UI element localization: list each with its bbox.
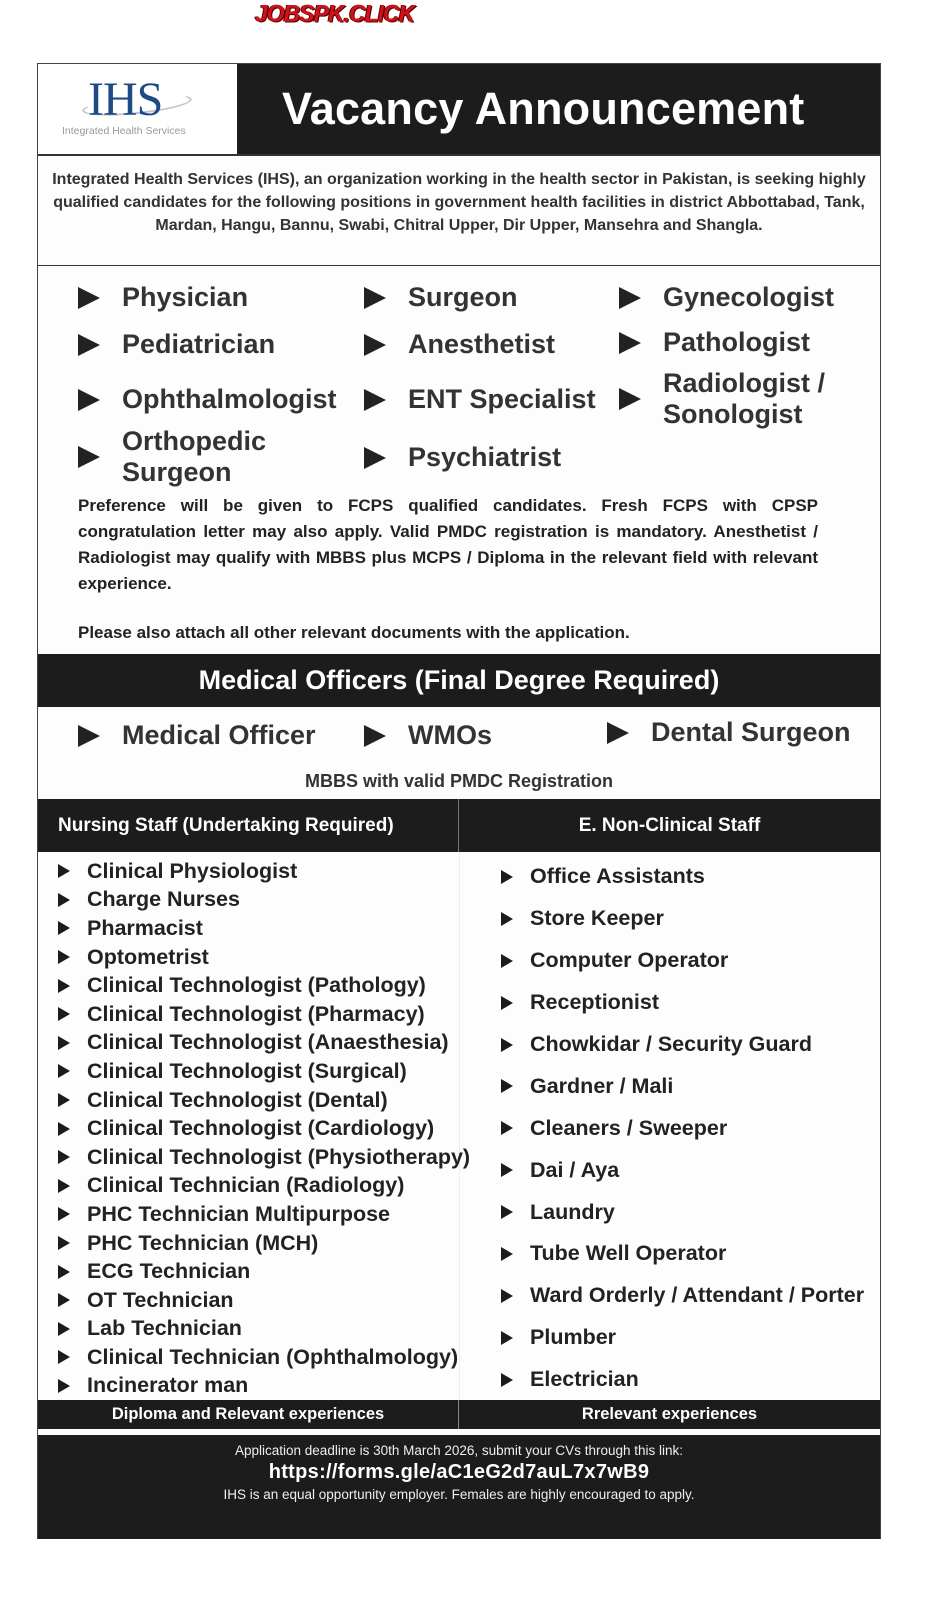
medical-officers-heading: Medical Officers (Final Degree Required) [38, 654, 880, 707]
list-item: Lab Technician [58, 1315, 470, 1344]
arrow-right-icon [364, 725, 386, 747]
triangle-bullet-icon [58, 950, 70, 964]
specialist-item: Orthopedic Surgeon [78, 426, 292, 488]
list-item: Clinical Technologist (Anaesthesia) [58, 1029, 470, 1058]
specialist-item: Pathologist [619, 327, 810, 358]
triangle-bullet-icon [58, 1293, 70, 1307]
list-item: Tube Well Operator [501, 1233, 864, 1275]
list-item: Office Assistants [501, 856, 864, 898]
triangle-bullet-icon [58, 921, 70, 935]
triangle-bullet-icon [501, 954, 513, 968]
staff-columns-footer [38, 1400, 880, 1429]
header [38, 64, 880, 156]
list-item: Dai / Aya [501, 1149, 864, 1191]
arrow-right-icon [364, 287, 386, 309]
nursing-staff-list [58, 857, 470, 1400]
list-item: Clinical Technician (Ophthalmology) [58, 1343, 470, 1372]
logo-letters: IHS [88, 73, 163, 126]
list-item: Gardner / Mali [501, 1065, 864, 1107]
specialist-item: Ophthalmologist [78, 384, 336, 415]
non-clinical-staff-requirement: Rrelevant experiences [459, 1400, 880, 1429]
medical-officers-section [38, 707, 880, 799]
list-item: Computer Operator [501, 940, 864, 982]
list-item: OT Technician [58, 1286, 470, 1315]
arrow-right-icon [78, 389, 100, 411]
arrow-right-icon [619, 287, 641, 309]
arrow-right-icon [364, 334, 386, 356]
triangle-bullet-icon [58, 1179, 70, 1193]
arrow-right-icon [607, 722, 629, 744]
medical-officer-item: WMOs [364, 720, 492, 751]
list-item: Clinical Technologist (Cardiology) [58, 1114, 470, 1143]
triangle-bullet-icon [501, 1079, 513, 1093]
specialist-item: Physician [78, 282, 248, 313]
list-item: Cleaners / Sweeper [501, 1107, 864, 1149]
triangle-bullet-icon [58, 1007, 70, 1021]
list-item: Clinical Technician (Radiology) [58, 1172, 470, 1201]
triangle-bullet-icon [501, 996, 513, 1010]
triangle-bullet-icon [58, 1064, 70, 1078]
triangle-bullet-icon [501, 912, 513, 926]
non-clinical-staff-list [501, 856, 864, 1401]
list-item: Store Keeper [501, 898, 864, 940]
triangle-bullet-icon [58, 979, 70, 993]
medical-officer-item: Dental Surgeon [607, 717, 851, 748]
equal-opportunity-text: IHS is an equal opportunity employer. Females are highly encouraged to apply. [223, 1487, 695, 1502]
list-item: Incinerator man [58, 1372, 470, 1401]
triangle-bullet-icon [501, 1121, 513, 1135]
application-footer [38, 1435, 880, 1539]
list-item: PHC Technician (MCH) [58, 1229, 470, 1258]
title-banner [238, 64, 880, 154]
attach-note: Please also attach all other relevant documents with the application. [78, 623, 630, 642]
preference-note: Preference will be given to FCPS qualified candidates. Fresh FCPS with CPSP congratulation letter may also apply. Valid PMDC registration is mandatory. Anesthetist / Radiologist may qualify with MBBS plus MCPS / Diploma in the relevant field with relevant experience. [78, 496, 818, 593]
medical-officers-requirement: MBBS with valid PMDC Registration [304, 771, 614, 791]
list-item: Receptionist [501, 982, 864, 1024]
list-item: Pharmacist [58, 914, 470, 943]
triangle-bullet-icon [501, 1038, 513, 1052]
list-item: Clinical Technologist (Pathology) [58, 971, 470, 1000]
triangle-bullet-icon [58, 1150, 70, 1164]
list-item: Plumber [501, 1317, 864, 1359]
triangle-bullet-icon [58, 1036, 70, 1050]
intro-paragraph: Integrated Health Services (IHS), an organization working in the health sector in Pakistan, is seeking highly qualified candidates for the following positions in government health facilities in district Abbottabad, Tank, Mardan, Hangu, Bannu, Swabi, Chitral Upper, Dir Upper, Mansehra and Shangla. [38, 156, 880, 266]
arrow-right-icon [78, 446, 100, 468]
triangle-bullet-icon [501, 1247, 513, 1261]
application-link[interactable]: https://forms.gle/aC1eG2d7auL7x7wB9 [268, 1461, 650, 1483]
specialist-item: Gynecologist [619, 282, 834, 313]
arrow-right-icon [364, 389, 386, 411]
triangle-bullet-icon [58, 893, 70, 907]
triangle-bullet-icon [501, 1163, 513, 1177]
non-clinical-staff-heading: E. Non-Clinical Staff [459, 799, 880, 852]
list-item: Laundry [501, 1191, 864, 1233]
arrow-right-icon [78, 287, 100, 309]
specialist-item: Surgeon [364, 282, 518, 313]
triangle-bullet-icon [58, 1207, 70, 1221]
deadline-text: Application deadline is 30th March 2026, submit your CVs through this link: [235, 1443, 683, 1458]
arrow-right-icon [619, 332, 641, 354]
list-item: Chowkidar / Security Guard [501, 1024, 864, 1066]
logo-subtitle: Integrated Health Services [62, 125, 186, 137]
list-item: ECG Technician [58, 1257, 470, 1286]
staff-columns-header [38, 799, 880, 852]
page-title: Vacancy Announcement [282, 83, 805, 134]
triangle-bullet-icon [58, 1093, 70, 1107]
list-item: Optometrist [58, 943, 470, 972]
triangle-bullet-icon [58, 1122, 70, 1136]
specialist-item: Anesthetist [364, 329, 555, 360]
nursing-staff-requirement: Diploma and Relevant experiences [38, 1400, 459, 1429]
list-item: Ward Orderly / Attendant / Porter [501, 1275, 864, 1317]
ihs-logo [38, 64, 238, 154]
specialist-item: Radiologist / Sonologist [619, 368, 853, 430]
medical-officer-item: Medical Officer [78, 720, 316, 751]
list-item: Clinical Technologist (Surgical) [58, 1057, 470, 1086]
nursing-staff-heading: Nursing Staff (Undertaking Required) [38, 799, 459, 852]
triangle-bullet-icon [501, 1331, 513, 1345]
specialist-item: Psychiatrist [364, 442, 561, 473]
triangle-bullet-icon [58, 1379, 70, 1393]
arrow-right-icon [619, 388, 641, 410]
triangle-bullet-icon [501, 1373, 513, 1387]
list-item: Clinical Physiologist [58, 857, 470, 886]
specialist-item: ENT Specialist [364, 384, 596, 415]
list-item: Clinical Technologist (Pharmacy) [58, 1000, 470, 1029]
arrow-right-icon [78, 334, 100, 356]
triangle-bullet-icon [58, 1322, 70, 1336]
triangle-bullet-icon [58, 1265, 70, 1279]
watermark: JOBSPK.CLICK [255, 0, 415, 27]
triangle-bullet-icon [501, 870, 513, 884]
triangle-bullet-icon [501, 1205, 513, 1219]
triangle-bullet-icon [58, 1350, 70, 1364]
list-item: Electrician [501, 1359, 864, 1401]
triangle-bullet-icon [58, 1236, 70, 1250]
specialist-item: Pediatrician [78, 329, 275, 360]
triangle-bullet-icon [501, 1289, 513, 1303]
list-item: PHC Technician Multipurpose [58, 1200, 470, 1229]
list-item: Charge Nurses [58, 886, 470, 915]
triangle-bullet-icon [58, 864, 70, 878]
vacancy-poster [37, 63, 881, 1539]
arrow-right-icon [364, 447, 386, 469]
arrow-right-icon [78, 725, 100, 747]
list-item: Clinical Technologist (Physiotherapy) [58, 1143, 470, 1172]
list-item: Clinical Technologist (Dental) [58, 1086, 470, 1115]
